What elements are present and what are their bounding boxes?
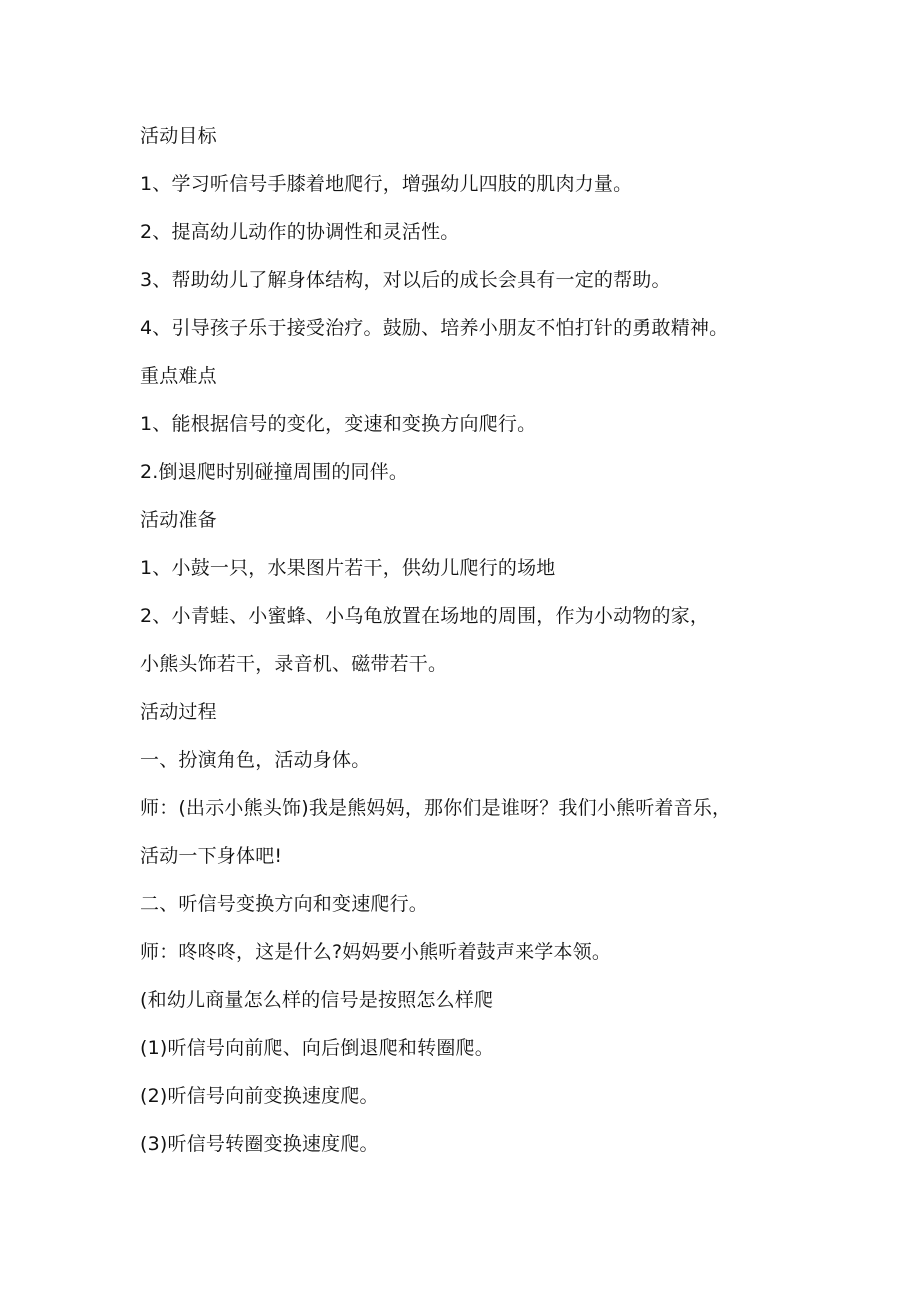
goal-item-4: 4、引导孩子乐于接受治疗。鼓励、培养小朋友不怕打针的勇敢精神。 bbox=[140, 317, 729, 339]
teacher-line-1-cont: 活动一下身体吧! bbox=[140, 845, 283, 867]
heading-preparation: 活动准备 bbox=[140, 509, 217, 531]
key-point-1: 1、能根据信号的变化，变速和变换方向爬行。 bbox=[140, 413, 537, 435]
discussion-note: (和幼儿商量怎么样的信号是按照怎么样爬 bbox=[140, 989, 494, 1011]
preparation-item-1: 1、小鼓一只，水果图片若干，供幼儿爬行的场地 bbox=[140, 557, 556, 579]
sub-step-3: (3)听信号转圈变换速度爬。 bbox=[140, 1133, 379, 1155]
heading-process: 活动过程 bbox=[140, 701, 217, 723]
preparation-item-2-cont: 小熊头饰若干，录音机、磁带若干。 bbox=[140, 653, 448, 675]
teacher-line-1: 师：(出示小熊头饰)我是熊妈妈，那你们是谁呀？我们小熊听着音乐， bbox=[140, 797, 732, 819]
process-step-1: 一、扮演角色，活动身体。 bbox=[140, 749, 371, 771]
preparation-item-2: 2、小青蛙、小蜜蜂、小乌龟放置在场地的周围，作为小动物的家， bbox=[140, 605, 710, 627]
process-step-2: 二、听信号变换方向和变速爬行。 bbox=[140, 893, 429, 915]
heading-key-points: 重点难点 bbox=[140, 365, 217, 387]
key-point-2: 2.倒退爬时别碰撞周围的同伴。 bbox=[140, 461, 409, 483]
goal-item-3: 3、帮助幼儿了解身体结构，对以后的成长会具有一定的帮助。 bbox=[140, 269, 671, 291]
sub-step-2: (2)听信号向前变换速度爬。 bbox=[140, 1085, 379, 1107]
goal-item-2: 2、提高幼儿动作的协调性和灵活性。 bbox=[140, 221, 460, 243]
heading-activity-goals: 活动目标 bbox=[140, 125, 217, 147]
goal-item-1: 1、学习听信号手膝着地爬行，增强幼儿四肢的肌肉力量。 bbox=[140, 173, 633, 195]
sub-step-1: (1)听信号向前爬、向后倒退爬和转圈爬。 bbox=[140, 1037, 494, 1059]
teacher-line-2: 师：咚咚咚，这是什么?妈妈要小熊听着鼓声来学本领。 bbox=[140, 941, 612, 963]
